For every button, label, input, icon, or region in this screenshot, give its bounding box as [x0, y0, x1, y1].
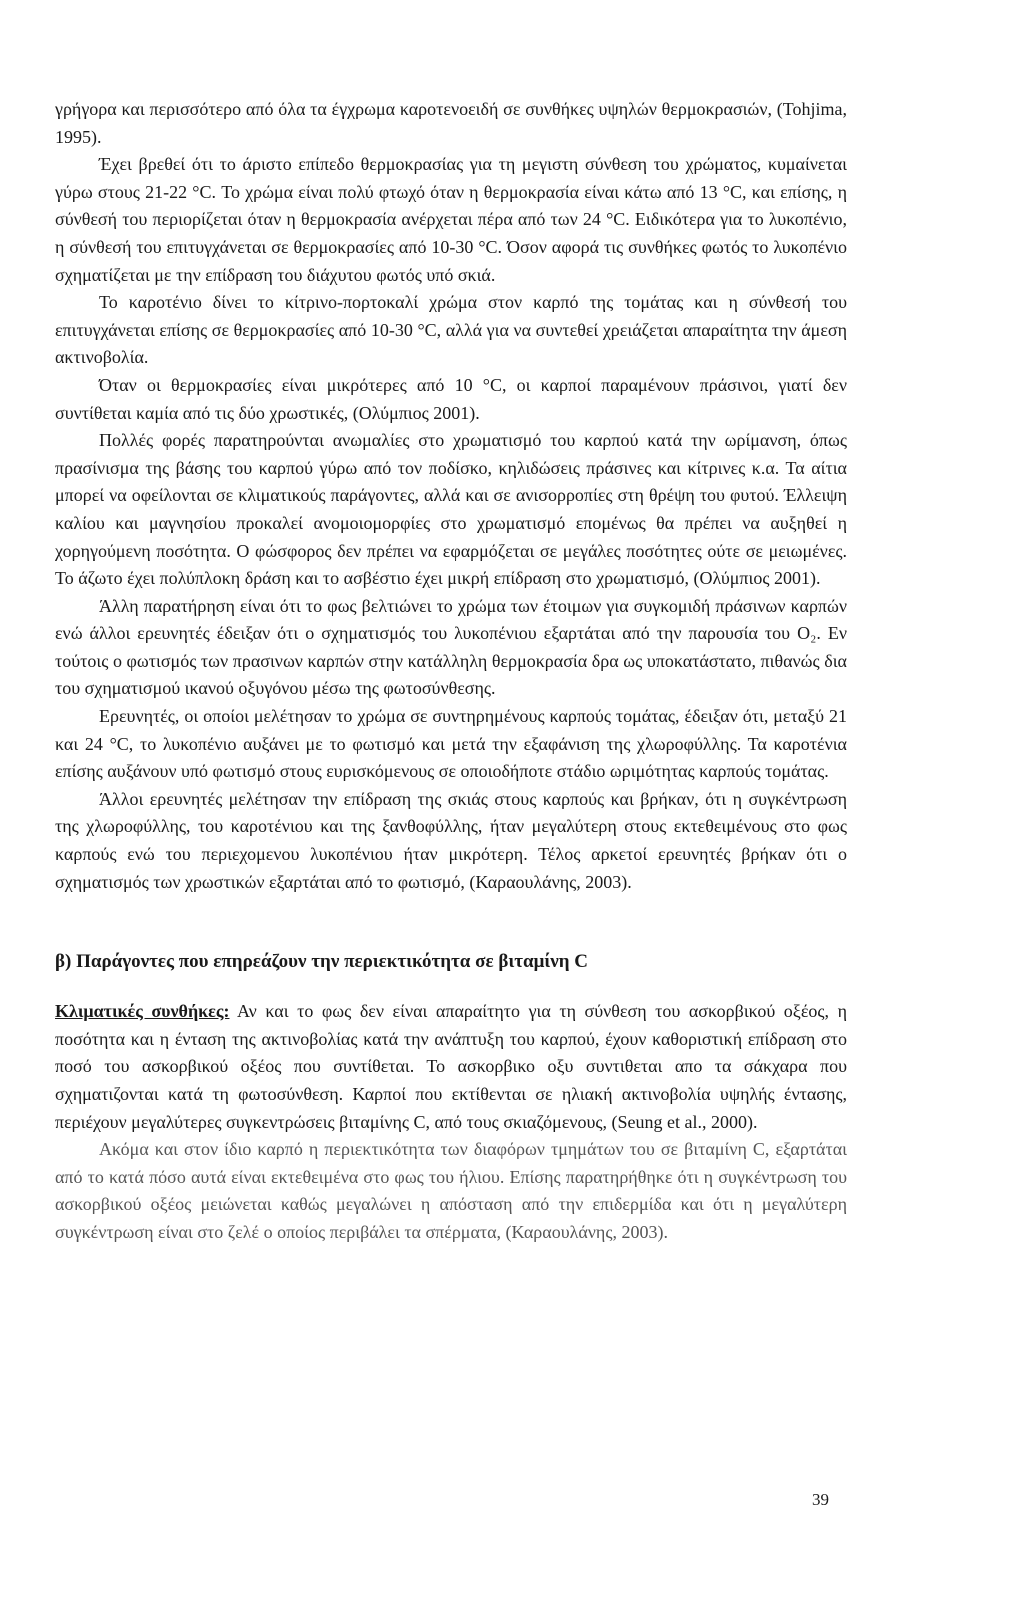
- body-text: [55, 96, 847, 896]
- climate-paragraph: [55, 998, 847, 1136]
- paragraph: Άλλη παρατήρηση είναι ότι το φως βελτιώνει το χρώμα των έτοιμων για συγκομιδή πράσινων καρπών ενώ άλλοι ερευνητές έδειξαν ότι ο σχηματισμός του λυκοπένιου εξαρτάται από την παρουσία του Ο₂. Εν τούτοις ο φωτισμός των πρασινων καρπών στην κατάλληλη θερμοκρασία δρα ως υποκατάστατο, πιθανώς δια του σχηματισμού ικανού οξυγόνου μέσω της φωτοσύνθεσης.: [55, 595, 847, 699]
- page-number: 39: [812, 1490, 829, 1509]
- paragraph: γρήγορα και περισσότερο από όλα τα έγχρωμα καροτενοειδή σε συνθήκες υψηλών θερμοκρασιών, (Tohjima, 1995).: [55, 99, 847, 147]
- paragraph: Ερευνητές, οι οποίοι μελέτησαν το χρώμα σε συντηρημένους καρπούς τομάτας, έδειξαν ότι, μεταξύ 21 και 24 °C, το λυκοπένιο αυξάνει με το φωτισμό και μετά την εξαφάνιση της χλωροφύλλης. Τα καροτένια επίσης αυξάνουν υπό φωτισμό στους ευρισκόμενους σε οποιοδήποτε στάδιο ωριμότητας καρπούς τομάτας.: [55, 706, 847, 782]
- document-page: [55, 96, 847, 1247]
- last-paragraph: Ακόμα και στον ίδιο καρπό η περιεκτικότητα των διαφόρων τμημάτων του σε βιταμίνη C, εξαρτάται από το κατά πόσο αυτά είναι εκτεθειμένα στο φως του ήλιου. Επίσης παρατηρήθηκε ότι η συγκέντρωση του ασκορβικού οξέος μειώνεται καθώς μεγαλώνει η απόσταση από την επιδερμίδα και ότι η μεγαλύτερη συγκέντρωση είναι στο ζελέ ο οποίος περιβάλει τα σπέρματα, (Καραουλάνης, 2003).: [55, 1139, 847, 1242]
- climate-label: Κλιματικές συνθήκες:: [55, 1001, 230, 1022]
- paragraph: Έχει βρεθεί ότι το άριστο επίπεδο θερμοκρασίας για τη μεγιστη σύνθεση του χρώματος, κυμαίνεται γύρω στους 21-22 °C. Το χρώμα είναι πολύ φτωχό όταν η θερμοκρασία είναι κάτω από 13 °C, και επίσης, η σύνθεσή του περιορίζεται όταν η θερμοκρασία ανέρχεται πέρα από των 24 °C. Ειδικότερα για το λυκοπένιο, η σύνθεσή του επιτυγχάνεται σε θερμοκρασίες από 10-30 °C. Όσον αφορά τις συνθήκες φωτός το λυκοπένιο σχηματίζεται με την επίδραση του διάχυτου φωτός υπό σκιά.: [55, 154, 847, 285]
- paragraph: Άλλοι ερευνητές μελέτησαν την επίδραση της σκιάς στους καρπούς και βρήκαν, ότι η συγκέντρωση της χλωροφύλλης, του καροτένιου και της ξανθοφύλλης, ήταν μεγαλύτερη στους εκτεθειμένους στο φως καρπούς ενώ του περιεχομενου λυκοπένιου ήταν μικρότερη. Τέλος αρκετοί ερευνητές βρήκαν ότι ο σχηματισμός των χρωστικών εξαρτάται από το φωτισμό, (Καραουλάνης, 2003).: [55, 788, 847, 892]
- paragraph: Πολλές φορές παρατηρούνται ανωμαλίες στο χρωματισμό του καρπού κατά την ωρίμανση, όπως πρασίνισμα της βάσης του καρπού γύρω από τον ποδίσκο, κηλιδώσεις πράσινες και κίτρινες κ.α. Τα αίτια μπορεί να οφείλονται σε κλιματικούς παράγοντες, αλλά και σε ανισορροπίες στη θρέψη του φυτού. Έλλειψη καλίου και μαγνησίου προκαλεί ανομοιομορφίες στο χρωματισμό επομένως θα πρέπει να αυξηθεί η χορηγούμενη ποσότητα. Ο φώσφορος δεν πρέπει να εφαρμόζεται σε μεγάλες ποσότητες ούτε σε μειωμένες. Το άζωτο έχει πολύπλοκη δράση και το ασβέστιο έχει μικρή επίδραση στο χρωματισμό, (Ολύμπιος 2001).: [55, 430, 847, 589]
- climate-text: Αν και το φως δεν είναι απαραίτητο για τη σύνθεση του ασκορβικού οξέος, η ποσότητα και η ένταση της ακτινοβολίας κατά την ανάπτυξη του καρπού, έχουν καθοριστική επίδραση στο ποσό του ασκορβικού οξέος που συντίθεται. Το ασκορβικο οξυ συντιθεται απο τα σάκχαρα που σχηματιζονται κατά τη φωτοσύνθεση. Καρποί που εκτίθενται σε ηλιακή ακτινοβολία υψηλής έντασης, περιέχουν μεγαλύτερες συγκεντρώσεις βιταμίνης C, από τους σκιαζόμενους, (Seung et al., 2000).: [55, 1001, 847, 1132]
- section-heading: β) Παράγοντες που επηρεάζουν την περιεκτικότητα σε βιταμίνη C: [55, 951, 589, 973]
- paragraph: Όταν οι θερμοκρασίες είναι μικρότερες από 10 °C, οι καρποί παραμένουν πράσινοι, γιατί δεν συντίθεται καμία από τις δύο χρωστικές, (Ολύμπιος 2001).: [55, 374, 847, 423]
- paragraph: Το καροτένιο δίνει το κίτρινο-πορτοκαλί χρώμα στον καρπό της τομάτας και η σύνθεσή του επιτυγχάνεται επίσης σε θερμοκρασίες από 10-30 °C, αλλά για να συντεθεί χρειάζεται απαραίτητα την άμεση ακτινοβολία.: [55, 292, 847, 368]
